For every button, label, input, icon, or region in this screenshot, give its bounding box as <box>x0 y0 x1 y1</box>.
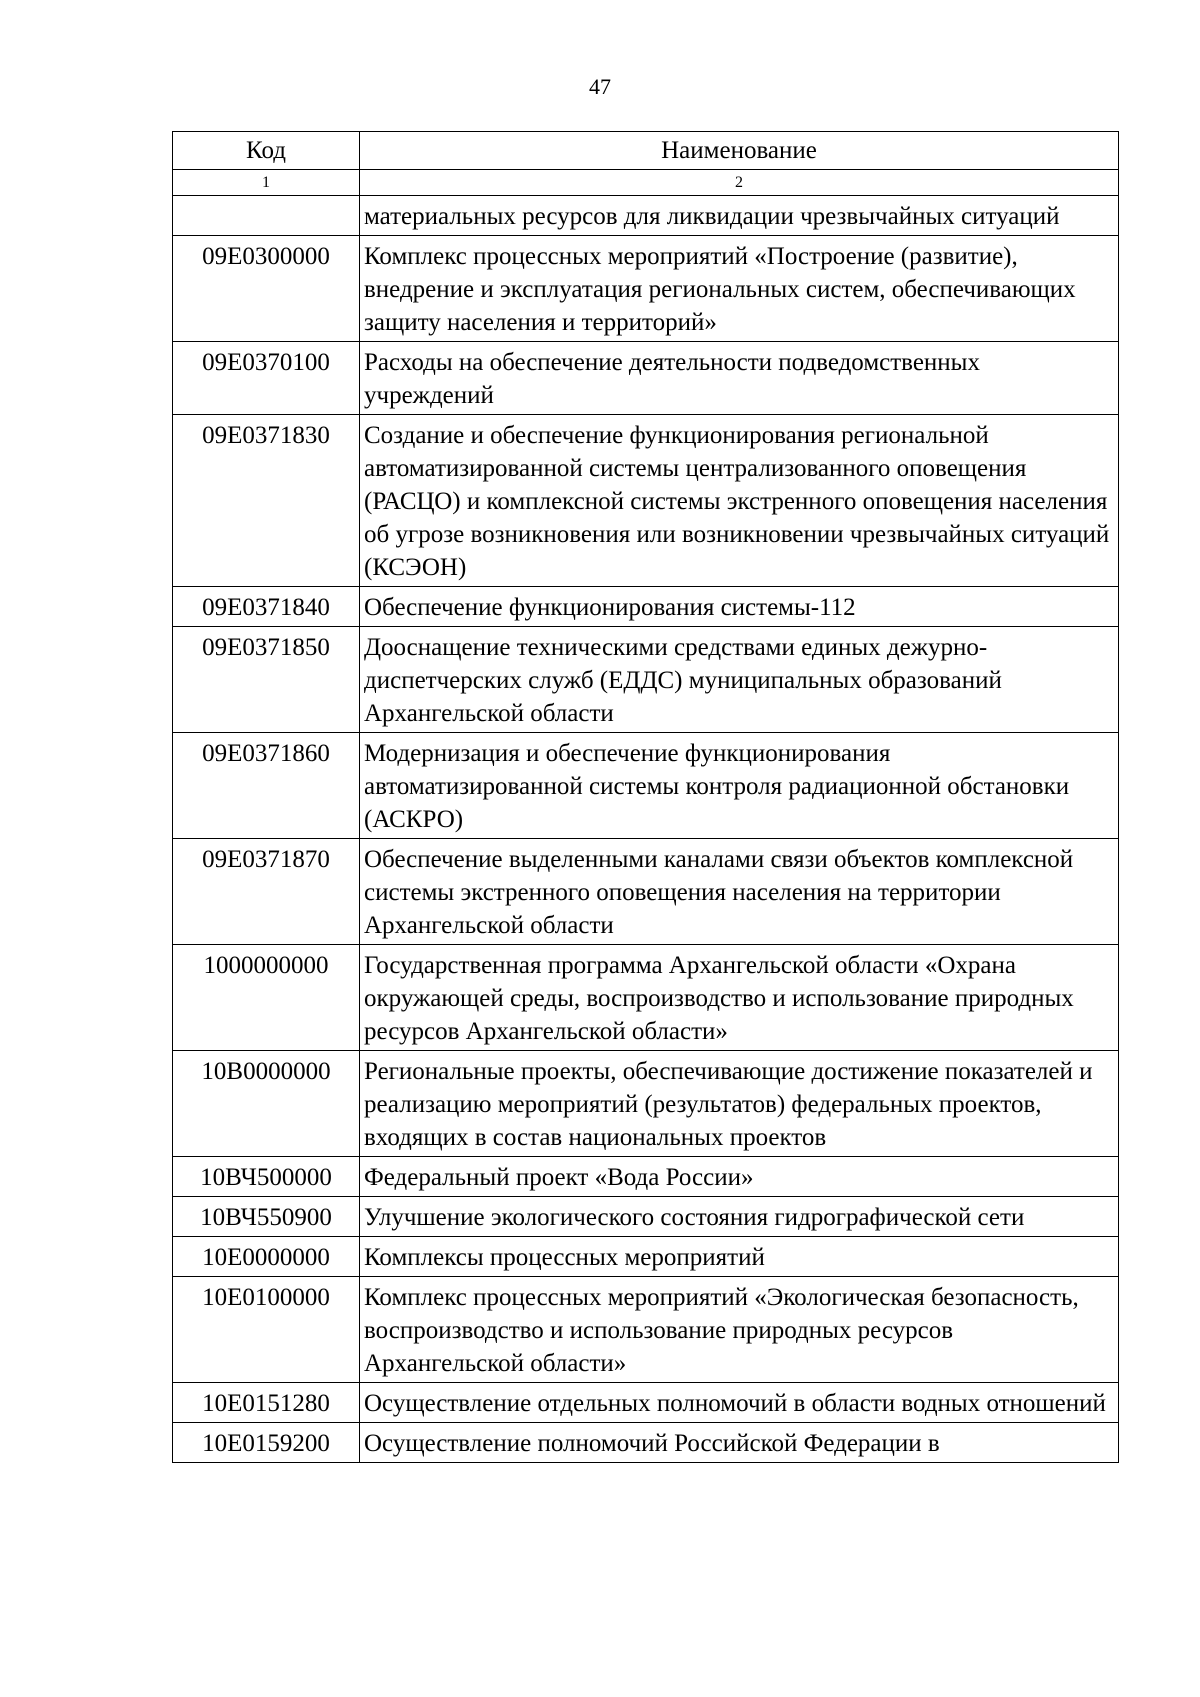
row-code: 1000000000 <box>173 945 360 1051</box>
header-code: Код <box>173 132 360 170</box>
budget-classification-table <box>172 131 1119 1463</box>
table-row <box>173 945 1119 1051</box>
header-name: Наименование <box>360 132 1119 170</box>
table-row <box>173 627 1119 733</box>
table-row <box>173 1197 1119 1237</box>
row-name: Расходы на обеспечение деятельности подведомственных учреждений <box>360 342 1119 415</box>
column-number-code: 1 <box>173 170 360 196</box>
row-code <box>173 196 360 236</box>
row-code: 10Е0151280 <box>173 1383 360 1423</box>
row-name: Улучшение экологического состояния гидрографической сети <box>360 1197 1119 1237</box>
row-name: Комплекс процессных мероприятий «Экологическая безопасность, воспроизводство и использование природных ресурсов Архангельской области» <box>360 1277 1119 1383</box>
page-number: 47 <box>589 74 611 99</box>
table-row <box>173 587 1119 627</box>
row-code: 09Е0371840 <box>173 587 360 627</box>
row-code: 10ВЧ550900 <box>173 1197 360 1237</box>
table-row <box>173 236 1119 342</box>
table-row <box>173 733 1119 839</box>
row-code: 10Е0000000 <box>173 1237 360 1277</box>
row-code: 09Е0371850 <box>173 627 360 733</box>
table-row <box>173 342 1119 415</box>
row-code: 10ВЧ500000 <box>173 1157 360 1197</box>
row-name: Осуществление полномочий Российской Федерации в <box>360 1423 1119 1463</box>
column-number-name: 2 <box>360 170 1119 196</box>
table-row <box>173 1383 1119 1423</box>
row-name: Государственная программа Архангельской области «Охрана окружающей среды, воспроизводство и использование природных ресурсов Архангельской области» <box>360 945 1119 1051</box>
row-code: 09Е0300000 <box>173 236 360 342</box>
row-name: Комплекс процессных мероприятий «Построение (развитие), внедрение и эксплуатация региональных систем, обеспечивающих защиту населения и территорий» <box>360 236 1119 342</box>
row-name: Создание и обеспечение функционирования региональной автоматизированной системы централизованного оповещения (РАСЦО) и комплексной системы экстренного оповещения населения об угрозе возникновения или возникновении чрезвычайных ситуаций (КСЭОН) <box>360 415 1119 587</box>
table-header-row <box>173 132 1119 170</box>
row-code: 09Е0370100 <box>173 342 360 415</box>
row-code: 09Е0371860 <box>173 733 360 839</box>
row-name: Региональные проекты, обеспечивающие достижение показателей и реализацию мероприятий (результатов) федеральных проектов, входящих в состав национальных проектов <box>360 1051 1119 1157</box>
table-row <box>173 196 1119 236</box>
table-row <box>173 1237 1119 1277</box>
table-row <box>173 1157 1119 1197</box>
row-code: 10В0000000 <box>173 1051 360 1157</box>
row-name: Осуществление отдельных полномочий в области водных отношений <box>360 1383 1119 1423</box>
row-code: 10Е0159200 <box>173 1423 360 1463</box>
table-row <box>173 839 1119 945</box>
row-name: материальных ресурсов для ликвидации чрезвычайных ситуаций <box>360 196 1119 236</box>
row-code: 10Е0100000 <box>173 1277 360 1383</box>
table-row <box>173 415 1119 587</box>
row-name: Обеспечение выделенными каналами связи объектов комплексной системы экстренного оповещения населения на территории Архангельской области <box>360 839 1119 945</box>
table-row <box>173 1423 1119 1463</box>
table-row <box>173 1277 1119 1383</box>
column-number-row <box>173 170 1119 196</box>
row-name: Федеральный проект «Вода России» <box>360 1157 1119 1197</box>
table-row <box>173 1051 1119 1157</box>
row-code: 09Е0371870 <box>173 839 360 945</box>
row-name: Дооснащение техническими средствами единых дежурно-диспетчерских служб (ЕДДС) муниципальных образований Архангельской области <box>360 627 1119 733</box>
row-name: Комплексы процессных мероприятий <box>360 1237 1119 1277</box>
row-name: Модернизация и обеспечение функционирования автоматизированной системы контроля радиационной обстановки (АСКРО) <box>360 733 1119 839</box>
row-code: 09Е0371830 <box>173 415 360 587</box>
row-name: Обеспечение функционирования системы-112 <box>360 587 1119 627</box>
